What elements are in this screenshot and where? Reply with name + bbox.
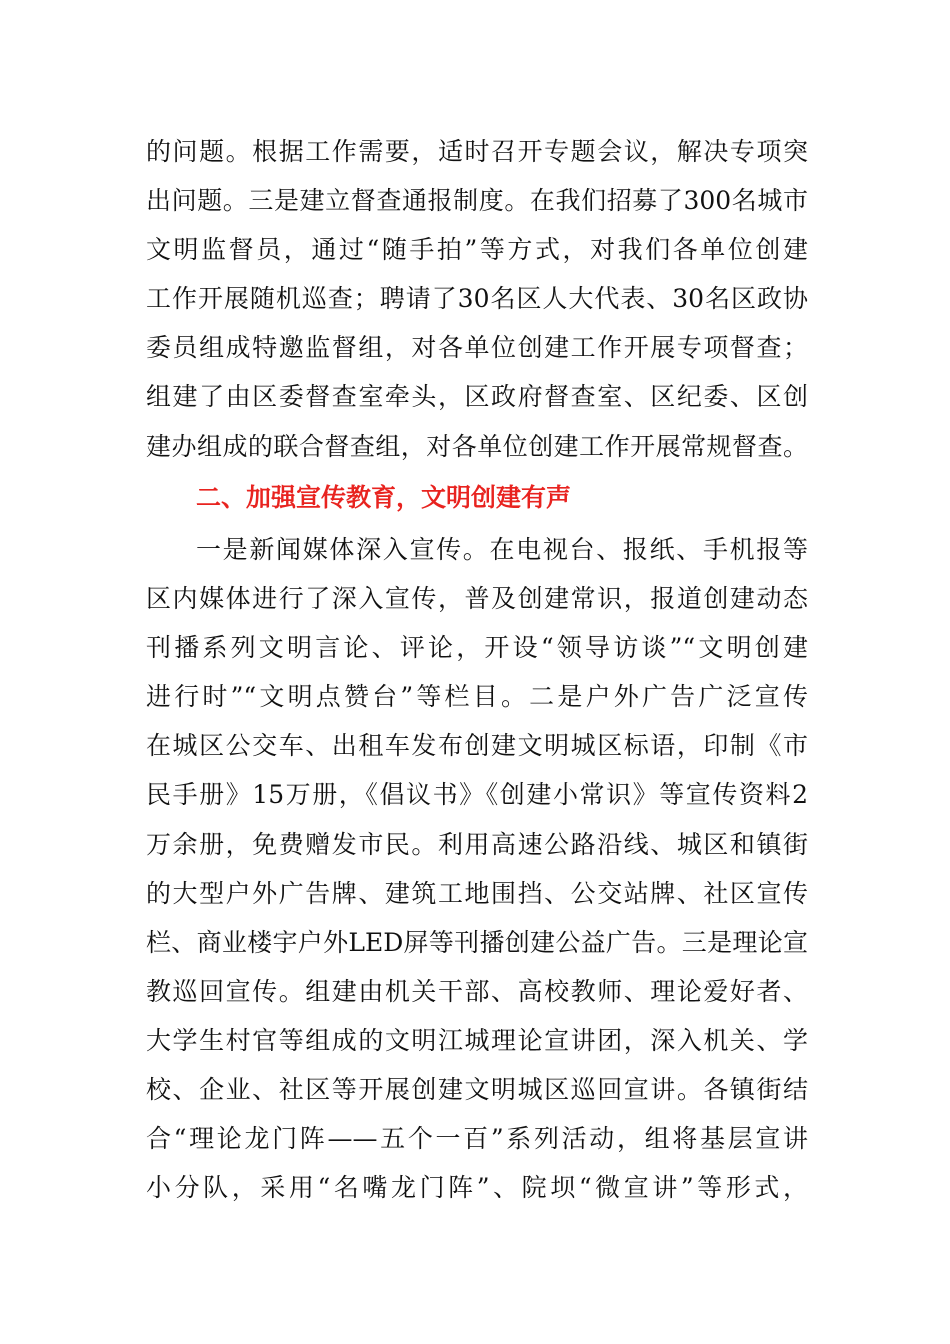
paragraph-line: 的问题。根据工作需要，适时召开专题会议，解决专项突 xyxy=(146,137,808,166)
paragraph-line: 民手册》15万册，《倡议书》《创建小常识》等宣传资料2 xyxy=(146,780,808,810)
paragraph-line: 文明监督员，通过“随手拍”等方式，对我们各单位创建 xyxy=(146,235,808,265)
paragraph-line: 进行时”“文明点赞台”等栏目。二是户外广告广泛宣传 xyxy=(146,682,808,712)
paragraph-line: 建办组成的联合督查组，对各单位创建工作开展常规督查。 xyxy=(146,431,808,461)
paragraph-line: 栏、商业楼宇户外LED屏等刊播创建公益广告。三是理论宣 xyxy=(146,927,808,957)
paragraph-line: 刊播系列文明言论、评论，开设“领导访谈”“文明创建 xyxy=(146,633,808,663)
paragraph-line: 在城区公交车、出租车发布创建文明城区标语，印制《市 xyxy=(146,731,808,761)
paragraph-line: 合“理论龙门阵——五个一百”系列活动，组将基层宣讲 xyxy=(146,1124,808,1154)
paragraph-line: 教巡回宣传。组建由机关干部、高校教师、理论爱好者、 xyxy=(146,976,808,1006)
paragraph-line: 工作开展随机巡查；聘请了30名区人大代表、30名区政协 xyxy=(146,284,808,314)
paragraph-line: 区内媒体进行了深入宣传，普及创建常识，报道创建动态 xyxy=(146,584,808,614)
paragraph-publicity xyxy=(146,525,808,1212)
paragraph-line: 的大型户外广告牌、建筑工地围挡、公交站牌、社区宣传 xyxy=(146,878,808,908)
paragraph-line: 一是新闻媒体深入宣传。在电视台、报纸、手机报等 xyxy=(196,535,808,564)
paragraph-line: 万余册，免费赠发市民。利用高速公路沿线、城区和镇街 xyxy=(146,829,808,859)
paragraph-supervision xyxy=(146,127,808,471)
paragraph-line: 委员组成特邀监督组，对各单位创建工作开展专项督查； xyxy=(146,333,808,363)
paragraph-line: 组建了由区委督查室牵头，区政府督查室、区纪委、区创 xyxy=(146,382,808,412)
paragraph-line: 大学生村官等组成的文明江城理论宣讲团，深入机关、学 xyxy=(146,1025,808,1055)
paragraph-line: 出问题。三是建立督查通报制度。在我们招募了300名城市 xyxy=(146,186,808,216)
section-heading: 二、加强宣传教育，文明创建有声 xyxy=(196,483,572,512)
paragraph-line: 校、企业、社区等开展创建文明城区巡回宣讲。各镇街结 xyxy=(146,1075,808,1105)
paragraph-line: 小分队，采用“名嘴龙门阵”、院坝“微宣讲”等形式， xyxy=(146,1173,808,1203)
